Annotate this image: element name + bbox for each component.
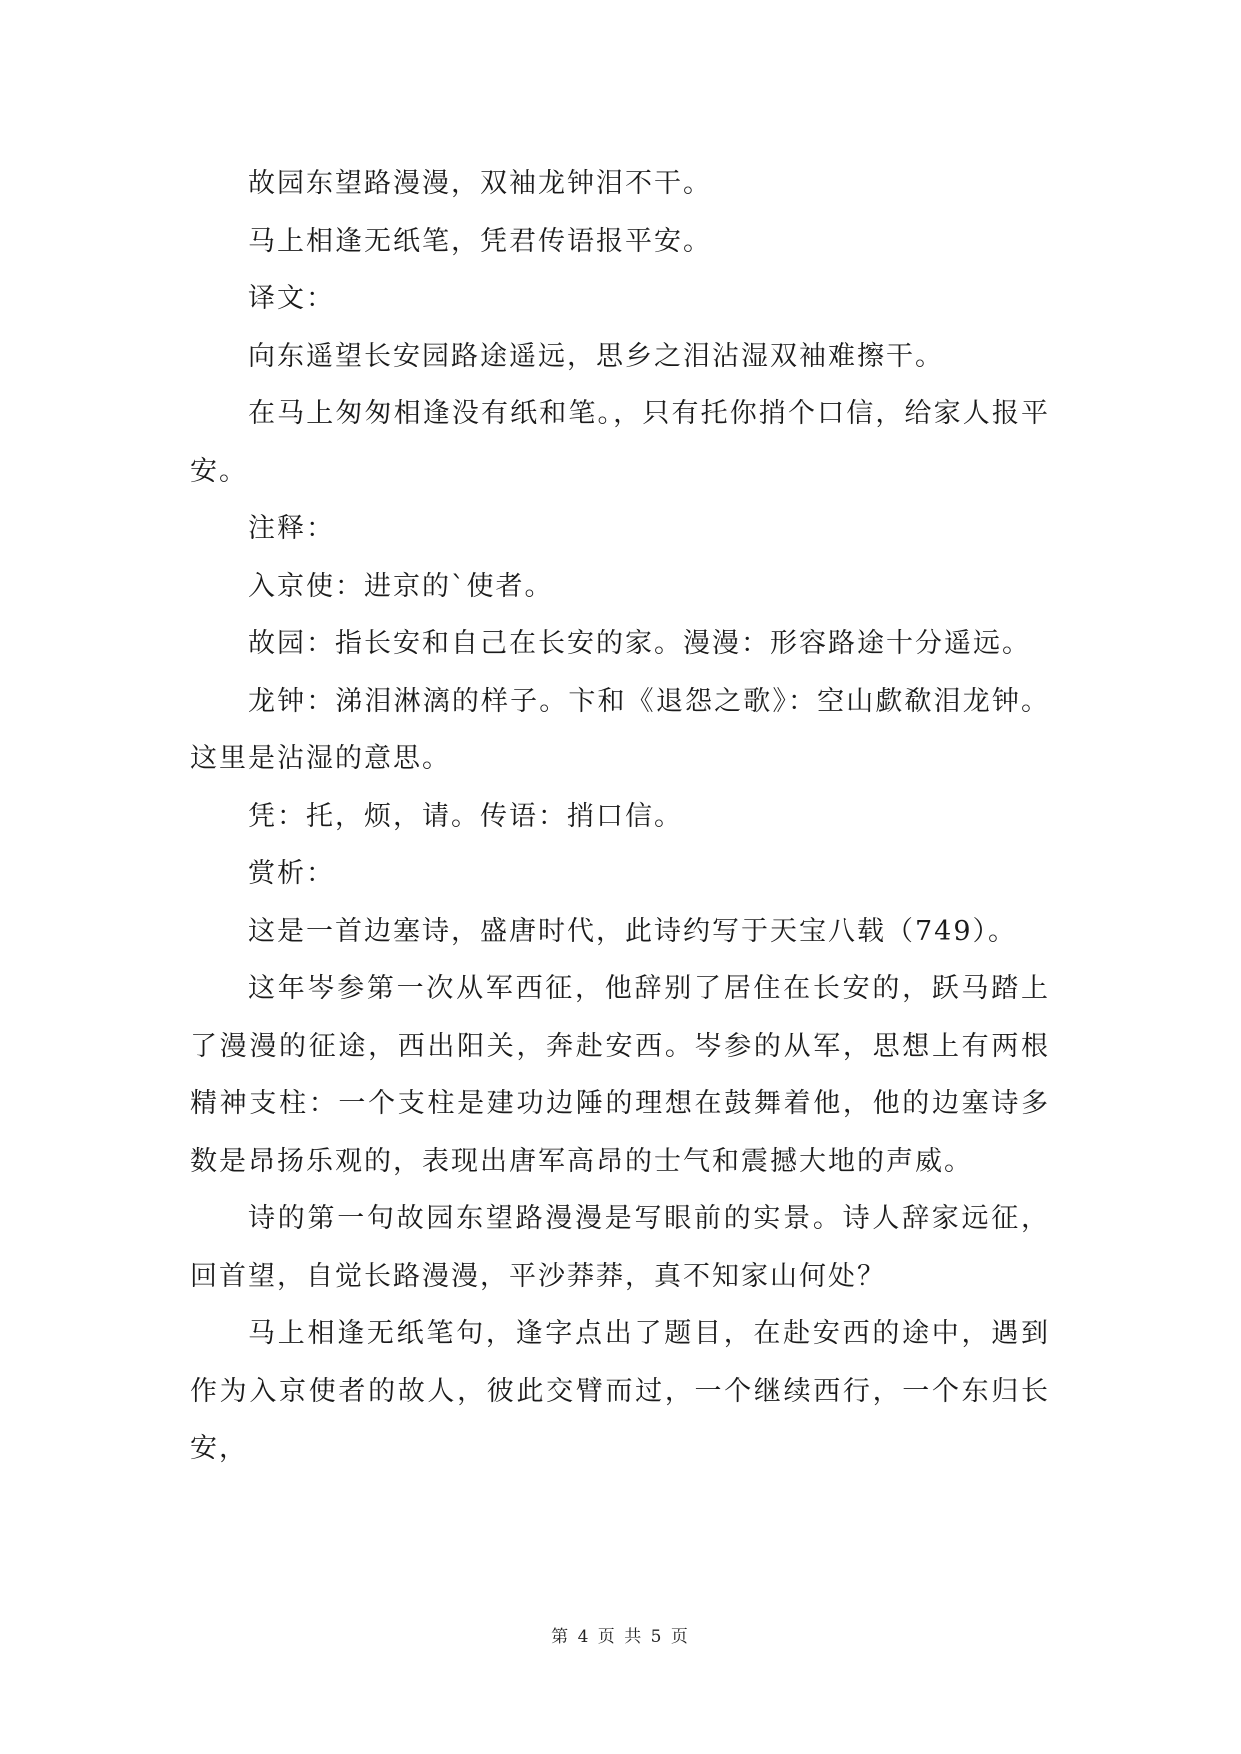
appreciation-paragraph: 诗的第一句故园东望路漫漫是写眼前的实景。诗人辞家远征，回首望，自觉长路漫漫，平沙莽莽，真不知家山何处？ bbox=[190, 1203, 1050, 1292]
document-body bbox=[190, 155, 1050, 1478]
appreciation-paragraph: 这年岑参第一次从军西征，他辞别了居住在长安的，跃马踏上了漫漫的征途，西出阳关，奔赴安西。岑参的从军，思想上有两根精神支柱：一个支柱是建功边陲的理想在鼓舞着他，他的边塞诗多数是昂扬乐观的，表现出唐军高昂的士气和震撼大地的声威。 bbox=[190, 973, 1050, 1177]
appreciation-heading: 赏析： bbox=[248, 858, 335, 889]
translation-line-1: 向东遥望长安园路途遥远，思乡之泪沾湿双袖难擦干。 bbox=[248, 340, 944, 372]
note-item: 凭：托，烦，请。传语：捎口信。 bbox=[248, 800, 683, 832]
notes-heading: 注释： bbox=[248, 513, 335, 544]
note-item: 故园：指长安和自己在长安的家。漫漫：形容路途十分遥远。 bbox=[248, 628, 1031, 659]
note-item: 入京使：进京的`使者。 bbox=[248, 570, 554, 602]
poem-line-1: 故园东望路漫漫，双袖龙钟泪不干。 bbox=[248, 168, 712, 199]
appreciation-paragraph: 马上相逢无纸笔句，逢字点出了题目，在赴安西的途中，遇到作为入京使者的故人，彼此交臂而过，一个继续西行，一个东归长安， bbox=[190, 1318, 1050, 1464]
appreciation-paragraph: 这是一首边塞诗，盛唐时代，此诗约写于天宝八载（749）。 bbox=[248, 915, 1018, 947]
translation-line-2: 在马上匆匆相逢没有纸和笔。，只有托你捎个口信，给家人报平安。 bbox=[190, 398, 1050, 487]
translation-heading: 译文： bbox=[248, 283, 335, 314]
page-number-footer: 第 4 页 共 5 页 bbox=[551, 1627, 690, 1647]
note-item: 龙钟：涕泪淋漓的样子。卞和《退怨之歌》：空山歔欷泪龙钟。这里是沾湿的意思。 bbox=[190, 685, 1050, 774]
poem-line-2: 马上相逢无纸笔，凭君传语报平安。 bbox=[248, 225, 712, 257]
